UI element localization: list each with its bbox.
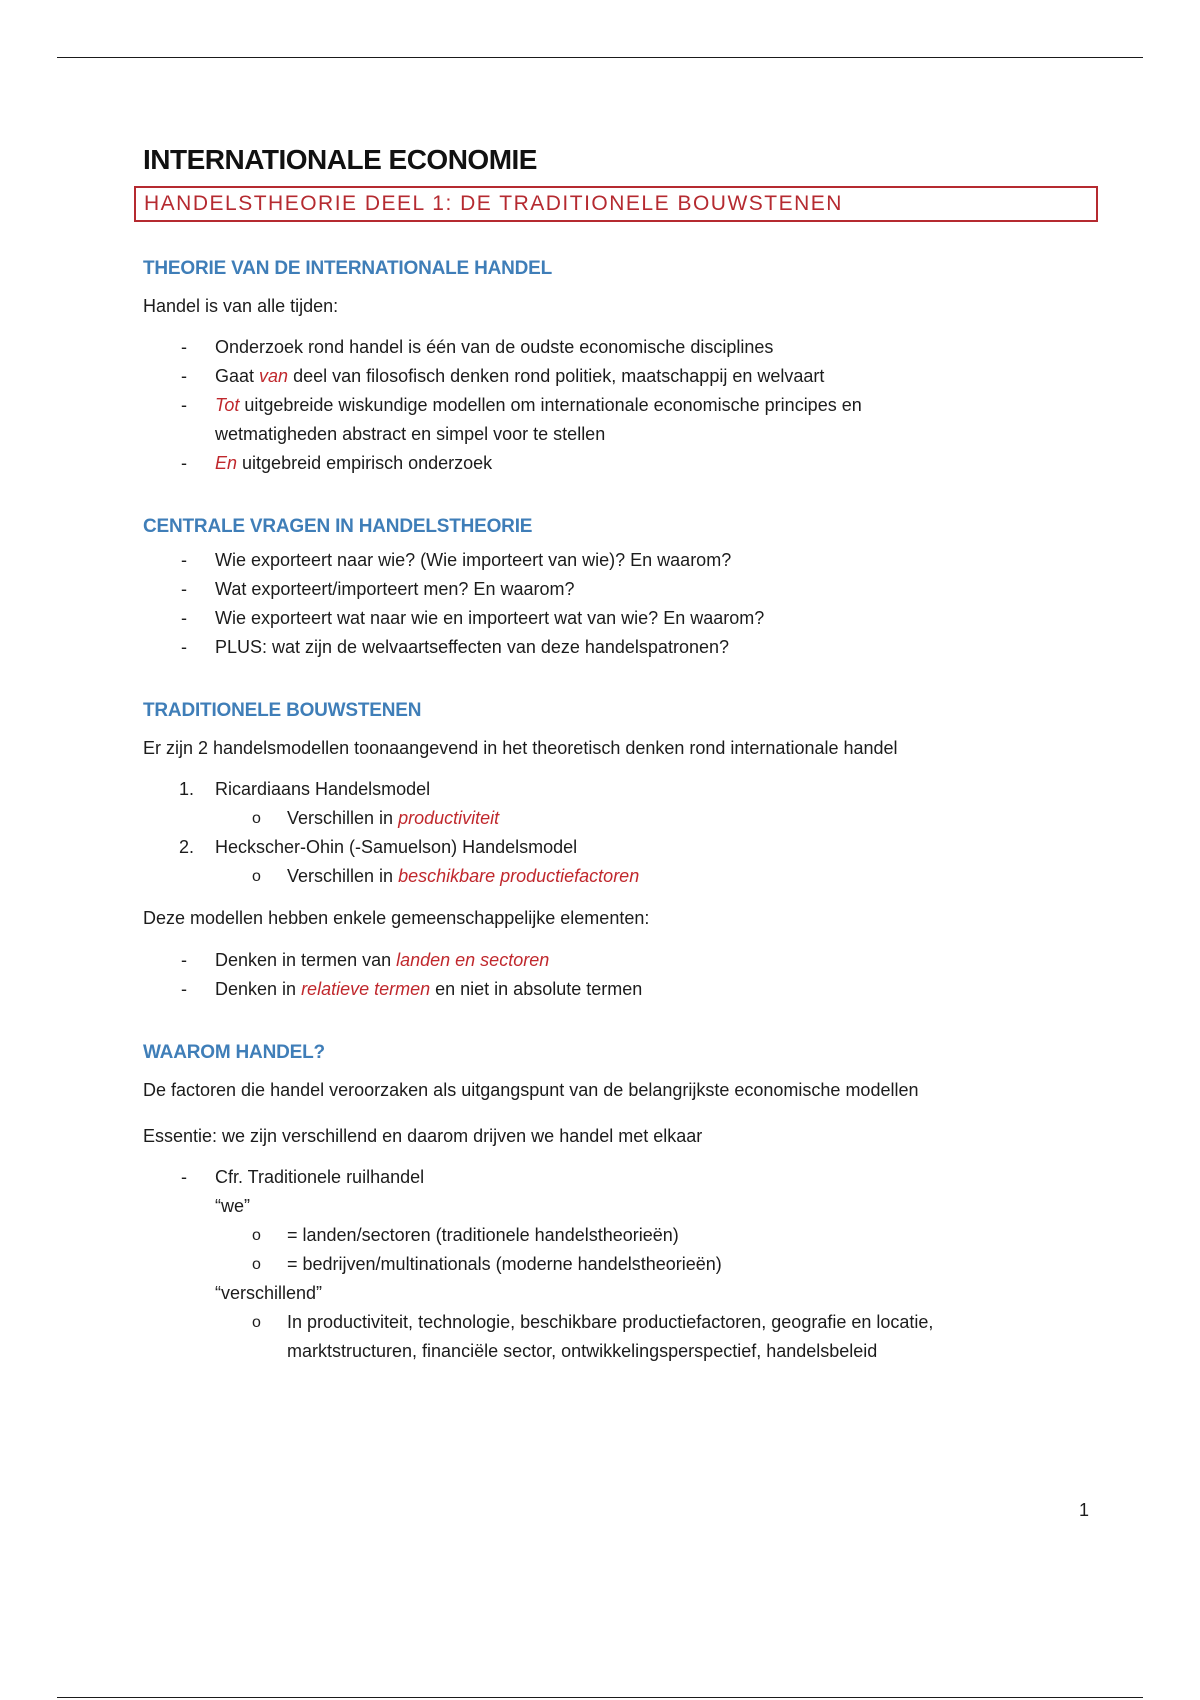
list-item-continuation: wetmatigheden abstract en simpel voor te stellen [215, 424, 606, 444]
list-item: - Cfr. Traditionele ruilhandel [143, 1163, 1103, 1192]
list-item-label: “we” [215, 1196, 250, 1216]
list-item: 1. Ricardiaans Handelsmodel [179, 779, 431, 799]
sub-list-item: o = landen/sectoren (traditionele handelstheorieën) [143, 1221, 1103, 1250]
list-item: 2. Heckscher-Ohin (-Samuelson) Handelsmodel [179, 837, 578, 857]
chapter-heading: HANDELSTHEORIE DEEL 1: DE TRADITIONELE BOUWSTENEN [134, 186, 1098, 222]
list-item: - Tot uitgebreide wiskundige modellen om internationale economische principes en [143, 391, 1103, 420]
list-item: - Onderzoek rond handel is één van de oudste economische disciplines [143, 333, 1103, 362]
list-item: - Gaat van deel van filosofisch denken rond politiek, maatschappij en welvaart [143, 362, 1103, 391]
numbered-list [143, 775, 1103, 891]
list-item: - Denken in relatieve termen en niet in absolute termen [143, 975, 1103, 1004]
sub-list [143, 1221, 1103, 1279]
top-rule [57, 57, 1143, 58]
sub-list-item: o In productiviteit, technologie, beschikbare productiefactoren, geografie en locatie, [143, 1308, 1103, 1337]
list-item: - PLUS: wat zijn de welvaartseffecten van deze handelspatronen? [143, 633, 1103, 662]
list-item: - Denken in termen van landen en sectoren [143, 946, 1103, 975]
bullet-list [143, 946, 1103, 1004]
paragraph: De factoren die handel veroorzaken als uitgangspunt van de belangrijkste economische modellen [143, 1080, 919, 1100]
section-heading-bouwstenen: TRADITIONELE BOUWSTENEN [143, 700, 422, 721]
sub-list-item: o Verschillen in productiviteit [252, 808, 500, 828]
section-heading-waarom-handel: WAAROM HANDEL? [143, 1042, 325, 1063]
sub-list-item-continuation: marktstructuren, financiële sector, ontwikkelingsperspectief, handelsbeleid [287, 1341, 878, 1361]
bullet-list [143, 333, 1103, 478]
sub-list [143, 1308, 1103, 1366]
paragraph: Deze modellen hebben enkele gemeenschappelijke elementen: [143, 908, 650, 928]
list-item: - Wat exporteert/importeert men? En waarom? [143, 575, 1103, 604]
section-intro: Handel is van alle tijden: [143, 296, 339, 316]
section-heading-centrale-vragen: CENTRALE VRAGEN IN HANDELSTHEORIE [143, 516, 533, 537]
list-item-label: “verschillend” [215, 1283, 323, 1303]
list-item: - Wie exporteert wat naar wie en importeert wat van wie? En waarom? [143, 604, 1103, 633]
bullet-list [143, 546, 1103, 662]
sub-list-item: o Verschillen in beschikbare productiefactoren [252, 866, 640, 886]
bullet-list [143, 1279, 1103, 1308]
paragraph: Essentie: we zijn verschillend en daarom drijven we handel met elkaar [143, 1126, 703, 1146]
document-title: INTERNATIONALE ECONOMIE [143, 144, 537, 175]
list-item: - Wie exporteert naar wie? (Wie importeert van wie)? En waarom? [143, 546, 1103, 575]
bottom-rule [57, 1697, 1143, 1698]
section-intro: Er zijn 2 handelsmodellen toonaangevend in het theoretisch denken rond internationale handel [143, 738, 898, 758]
page-number: 1 [1079, 1500, 1090, 1520]
list-item: - En uitgebreid empirisch onderzoek [143, 449, 1103, 478]
section-heading-theorie: THEORIE VAN DE INTERNATIONALE HANDEL [143, 258, 553, 279]
sub-list-item: o = bedrijven/multinationals (moderne handelstheorieën) [143, 1250, 1103, 1279]
bullet-list [143, 1163, 1103, 1221]
document-page [143, 142, 1103, 1366]
